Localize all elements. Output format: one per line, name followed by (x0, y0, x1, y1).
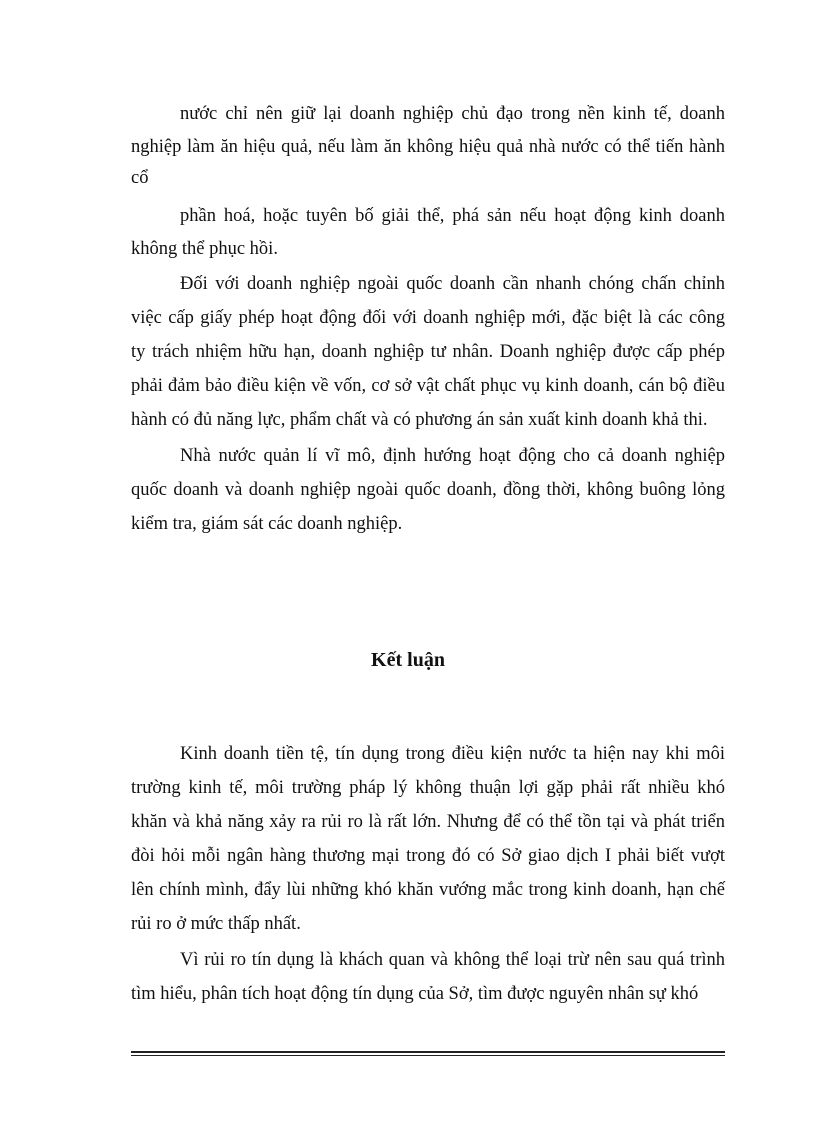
body-line: khăn và khả năng xảy ra rủi ro là rất lớn. Nhưng để có thể tồn tại và phát triển (131, 812, 725, 832)
body-line: đòi hỏi mỗi ngân hàng thương mại trong đó có Sở giao dịch I phải biết vượt (131, 846, 725, 866)
body-line: rủi ro ở mức thấp nhất. (131, 914, 301, 934)
body-line: nước chỉ nên giữ lại doanh nghiệp chủ đạo trong nền kinh tế, doanh (180, 104, 725, 124)
body-line: cổ (131, 168, 149, 188)
body-line: hành có đủ năng lực, phẩm chất và có phương án sản xuất kinh doanh khả thi. (131, 410, 708, 430)
body-line: tìm hiểu, phân tích hoạt động tín dụng của Sở, tìm được nguyên nhân sự khó (131, 984, 699, 1004)
body-line: nghiệp làm ăn hiệu quả, nếu làm ăn không hiệu quả nhà nước có thể tiến hành (131, 137, 725, 157)
section-heading: Kết luận (371, 649, 445, 671)
body-line: phải đảm bảo điều kiện về vốn, cơ sở vật chất phục vụ kinh doanh, cán bộ điều (131, 376, 725, 396)
footer-rule-thin (131, 1055, 725, 1056)
body-line: Đối với doanh nghiệp ngoài quốc doanh cần nhanh chóng chấn chỉnh (180, 274, 725, 294)
body-line: trường kinh tế, môi trường pháp lý không thuận lợi gặp phải rất nhiều khó (131, 778, 725, 798)
body-line: Nhà nước quản lí vĩ mô, định hướng hoạt động cho cả doanh nghiệp (180, 446, 725, 466)
body-line: lên chính mình, đẩy lùi những khó khăn vướng mắc trong kinh doanh, hạn chế (131, 880, 725, 900)
body-line: kiểm tra, giám sát các doanh nghiệp. (131, 514, 403, 534)
body-line: Vì rủi ro tín dụng là khách quan và không thể loại trừ nên sau quá trình (180, 950, 725, 970)
footer-rule (131, 1051, 725, 1053)
body-line: phần hoá, hoặc tuyên bố giải thể, phá sản nếu hoạt động kinh doanh (180, 206, 725, 226)
body-line: việc cấp giấy phép hoạt động đối với doanh nghiệp mới, đặc biệt là các công (131, 308, 725, 328)
body-line: không thể phục hồi. (131, 239, 278, 259)
body-line: ty trách nhiệm hữu hạn, doanh nghiệp tư nhân. Doanh nghiệp được cấp phép (131, 342, 725, 362)
body-line: Kinh doanh tiền tệ, tín dụng trong điều kiện nước ta hiện nay khi môi (180, 744, 725, 764)
body-line: quốc doanh và doanh nghiệp ngoài quốc doanh, đồng thời, không buông lỏng (131, 480, 725, 500)
